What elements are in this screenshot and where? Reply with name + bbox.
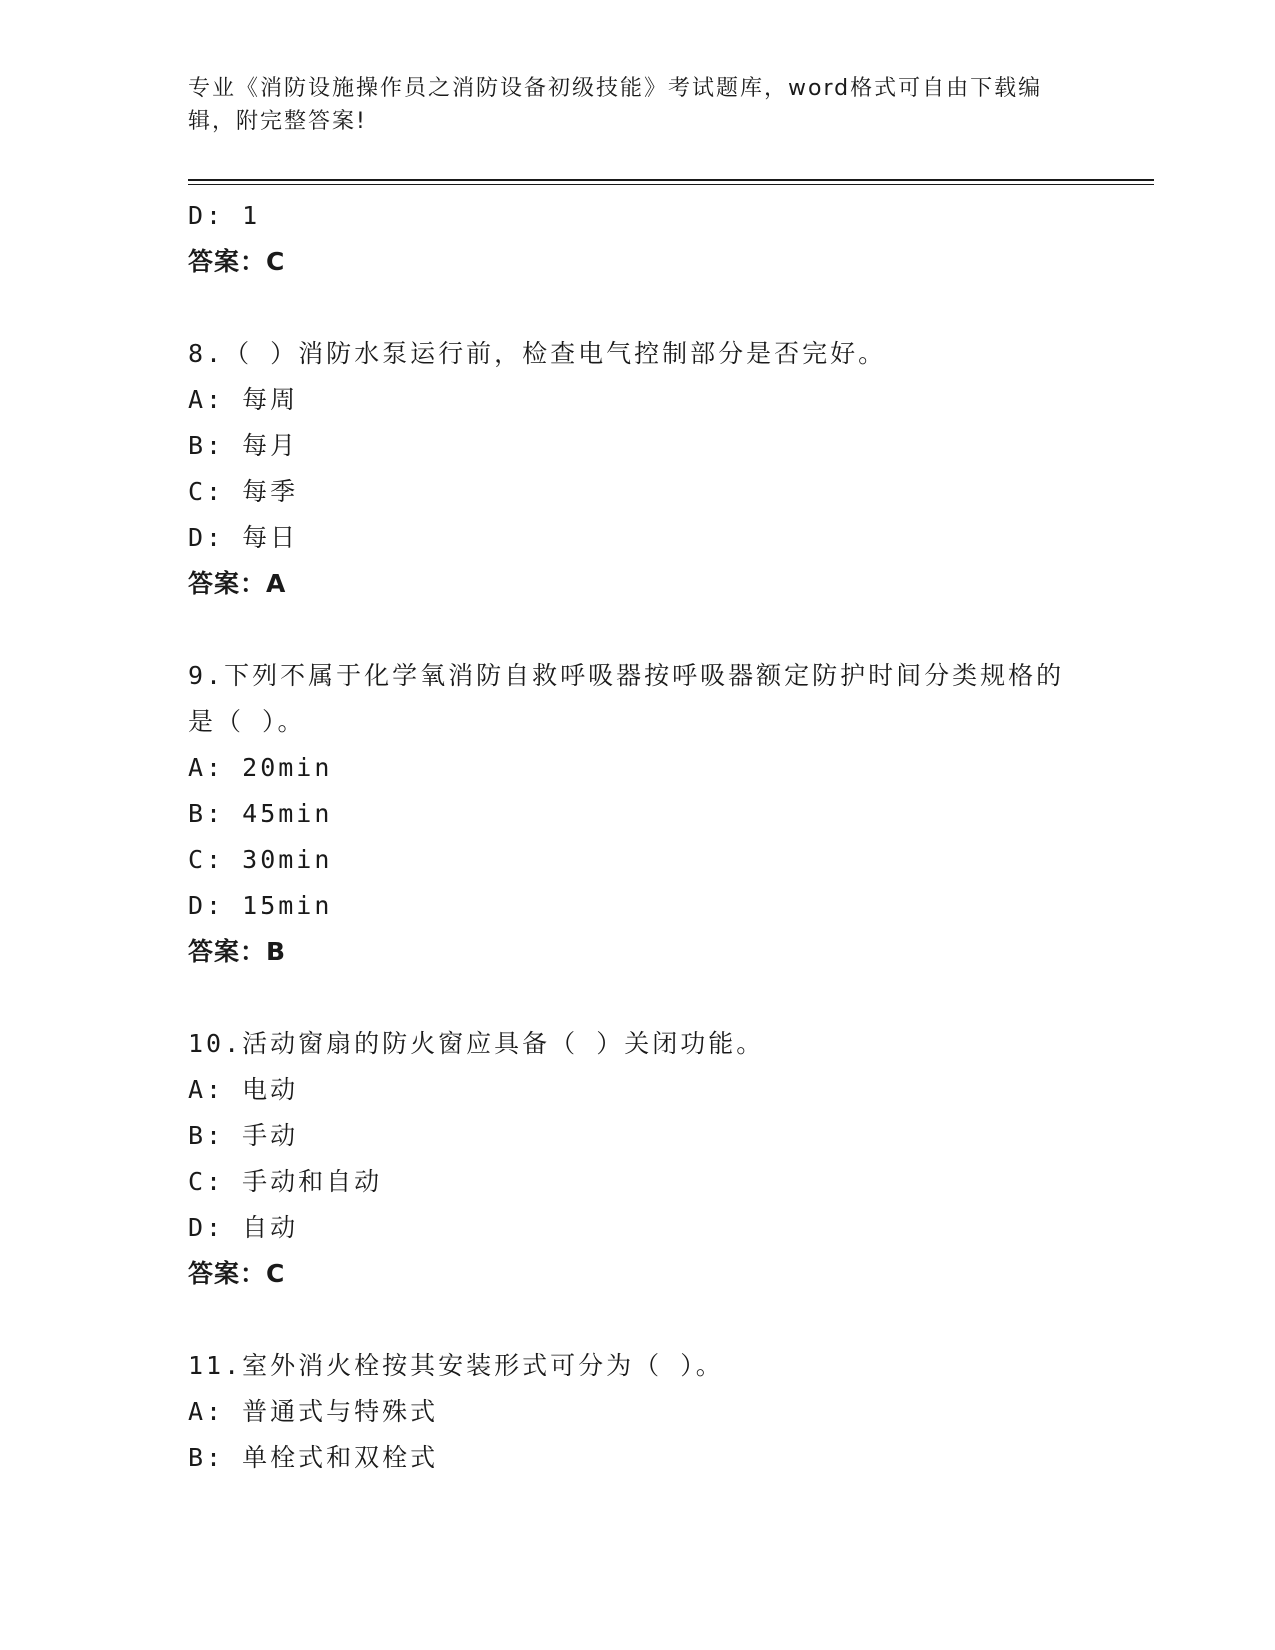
q8-option-d: D: 每日 xyxy=(188,523,299,552)
spacer xyxy=(188,285,1088,331)
q9-option-a: A: 20min xyxy=(188,753,333,782)
q9-answer: 答案：B xyxy=(188,937,287,966)
header-rule-thin xyxy=(188,184,1154,185)
q10-option-c: C: 手动和自动 xyxy=(188,1167,383,1196)
q10-answer: 答案：C xyxy=(188,1259,286,1288)
q10-option-a: A: 电动 xyxy=(188,1075,299,1104)
q11-text: 11.室外消火栓按其安装形式可分为（ ）。 xyxy=(188,1351,724,1380)
q9-option-c: C: 30min xyxy=(188,845,333,874)
q10-option-b: B: 手动 xyxy=(188,1121,299,1150)
page-header: 专业《消防设施操作员之消防设备初级技能》考试题库，word格式可自由下载编辑，附完整答案! xyxy=(188,76,1043,134)
q10-text: 10.活动窗扇的防火窗应具备（ ）关闭功能。 xyxy=(188,1029,765,1058)
spacer xyxy=(188,607,1088,653)
q9-option-d: D: 15min xyxy=(188,891,333,920)
q11-option-a: A: 普通式与特殊式 xyxy=(188,1397,439,1426)
q7-answer: 答案：C xyxy=(188,247,286,276)
q9-text: 9.下列不属于化学氧消防自救呼吸器按呼吸器额定防护时间分类规格的是（ ）。 xyxy=(188,661,1065,736)
q8-option-b: B: 每月 xyxy=(188,431,299,460)
q8-answer: 答案：A xyxy=(188,569,287,598)
spacer xyxy=(188,1297,1088,1343)
q8-option-a: A: 每周 xyxy=(188,385,299,414)
spacer xyxy=(188,975,1088,1021)
question-list xyxy=(188,193,1088,1481)
q9-option-b: B: 45min xyxy=(188,799,333,828)
q10-option-d: D: 自动 xyxy=(188,1213,299,1242)
q8-option-c: C: 每季 xyxy=(188,477,299,506)
header-rule-thick xyxy=(188,179,1154,181)
q7-option-d: D: 1 xyxy=(188,201,261,230)
q11-option-b: B: 单栓式和双栓式 xyxy=(188,1443,439,1472)
q8-text: 8.（ ）消防水泵运行前，检查电气控制部分是否完好。 xyxy=(188,339,887,368)
